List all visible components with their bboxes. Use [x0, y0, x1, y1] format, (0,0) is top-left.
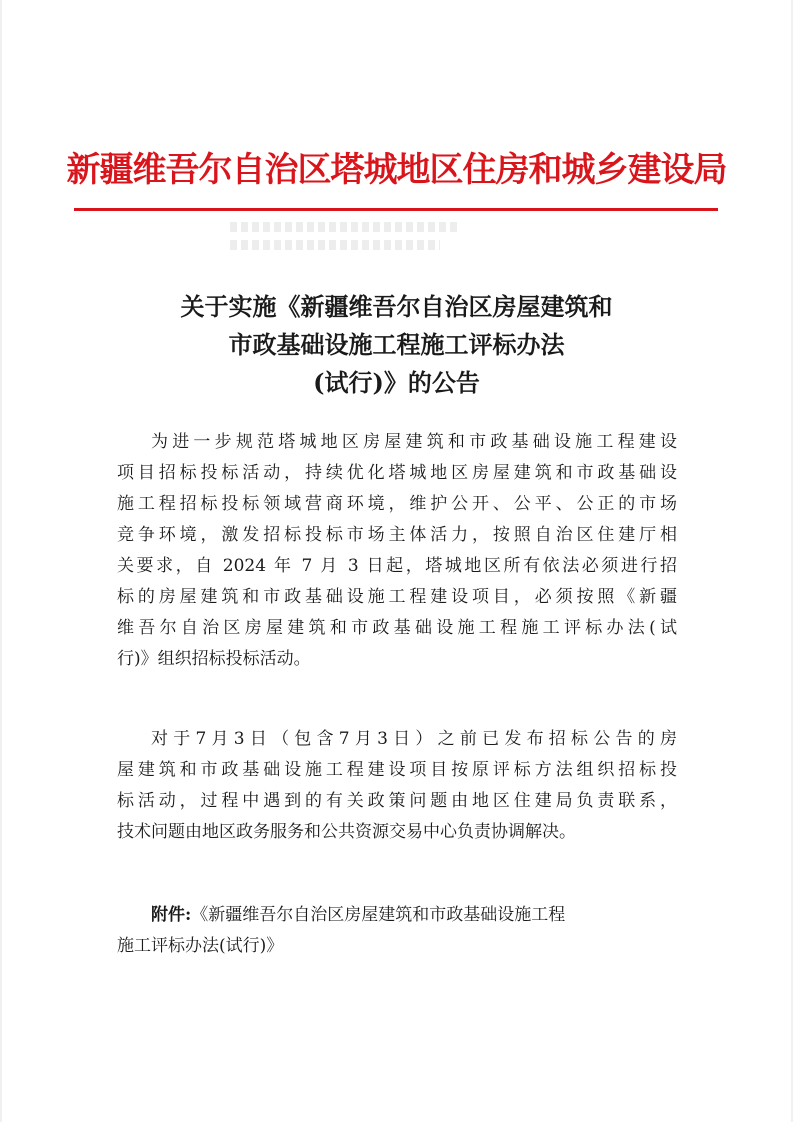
body-paragraph-2 — [117, 724, 677, 848]
attachment-block — [117, 900, 677, 962]
scan-edge-left — [0, 0, 2, 1122]
paragraph-line: 竞争环境，激发招标投标市场主体活力，按照自治区住建厅相 — [117, 525, 677, 545]
notice-title-line-2: 市政基础设施工程施工评标办法 — [228, 330, 565, 359]
notice-title-line-1: 关于实施《新疆维吾尔自治区房屋建筑和 — [180, 292, 613, 321]
paragraph-line: 维吾尔自治区房屋建筑和市政基础设施工程施工评标办法(试 — [117, 618, 677, 638]
paragraph-line: 项目招标投标活动，持续优化塔城地区房屋建筑和市政基础设 — [117, 463, 677, 483]
paragraph-line: 标活动，过程中遇到的有关政策问题由地区住建局负责联系， — [117, 791, 677, 811]
paragraph-line: 行)》组织招标投标活动。 — [117, 649, 311, 669]
paragraph-line: 施工程招标投标领域营商环境，维护公开、公平、公正的市场 — [117, 494, 677, 514]
paragraph-line: 标的房屋建筑和市政基础设施工程建设项目，必须按照《新疆 — [117, 587, 677, 607]
notice-title-line-3: (试行)》的公告 — [313, 368, 480, 397]
organization-masthead: 新疆维吾尔自治区塔城地区住房和城乡建设局 — [66, 150, 727, 190]
paragraph-line: 为进一步规范塔城地区房屋建筑和市政基础设施工程建设 — [151, 432, 677, 452]
bleed-through-mark — [230, 240, 440, 250]
attachment-title-part-1: 《新疆维吾尔自治区房屋建筑和市政基础设施工程 — [191, 905, 566, 925]
paragraph-line: 屋建筑和市政基础设施工程建设项目按原评标方法组织招标投 — [117, 760, 677, 780]
attachment-line-2: 施工评标办法(试行)》 — [117, 936, 284, 956]
paragraph-line: 关要求，自 2024 年 7 月 3 日起，塔城地区所有依法必须进行招 — [117, 556, 677, 576]
red-header-rule — [74, 208, 718, 211]
attachment-label: 附件: — [151, 905, 192, 925]
body-paragraph-1 — [117, 427, 677, 675]
paragraph-line: 技术问题由地区政务服务和公共资源交易中心负责协调解决。 — [117, 822, 576, 842]
attachment-line-1 — [117, 900, 677, 931]
bleed-through-mark — [230, 222, 460, 232]
paragraph-line: 对于7月3日（包含7月3日）之前已发布招标公告的房 — [151, 729, 677, 749]
